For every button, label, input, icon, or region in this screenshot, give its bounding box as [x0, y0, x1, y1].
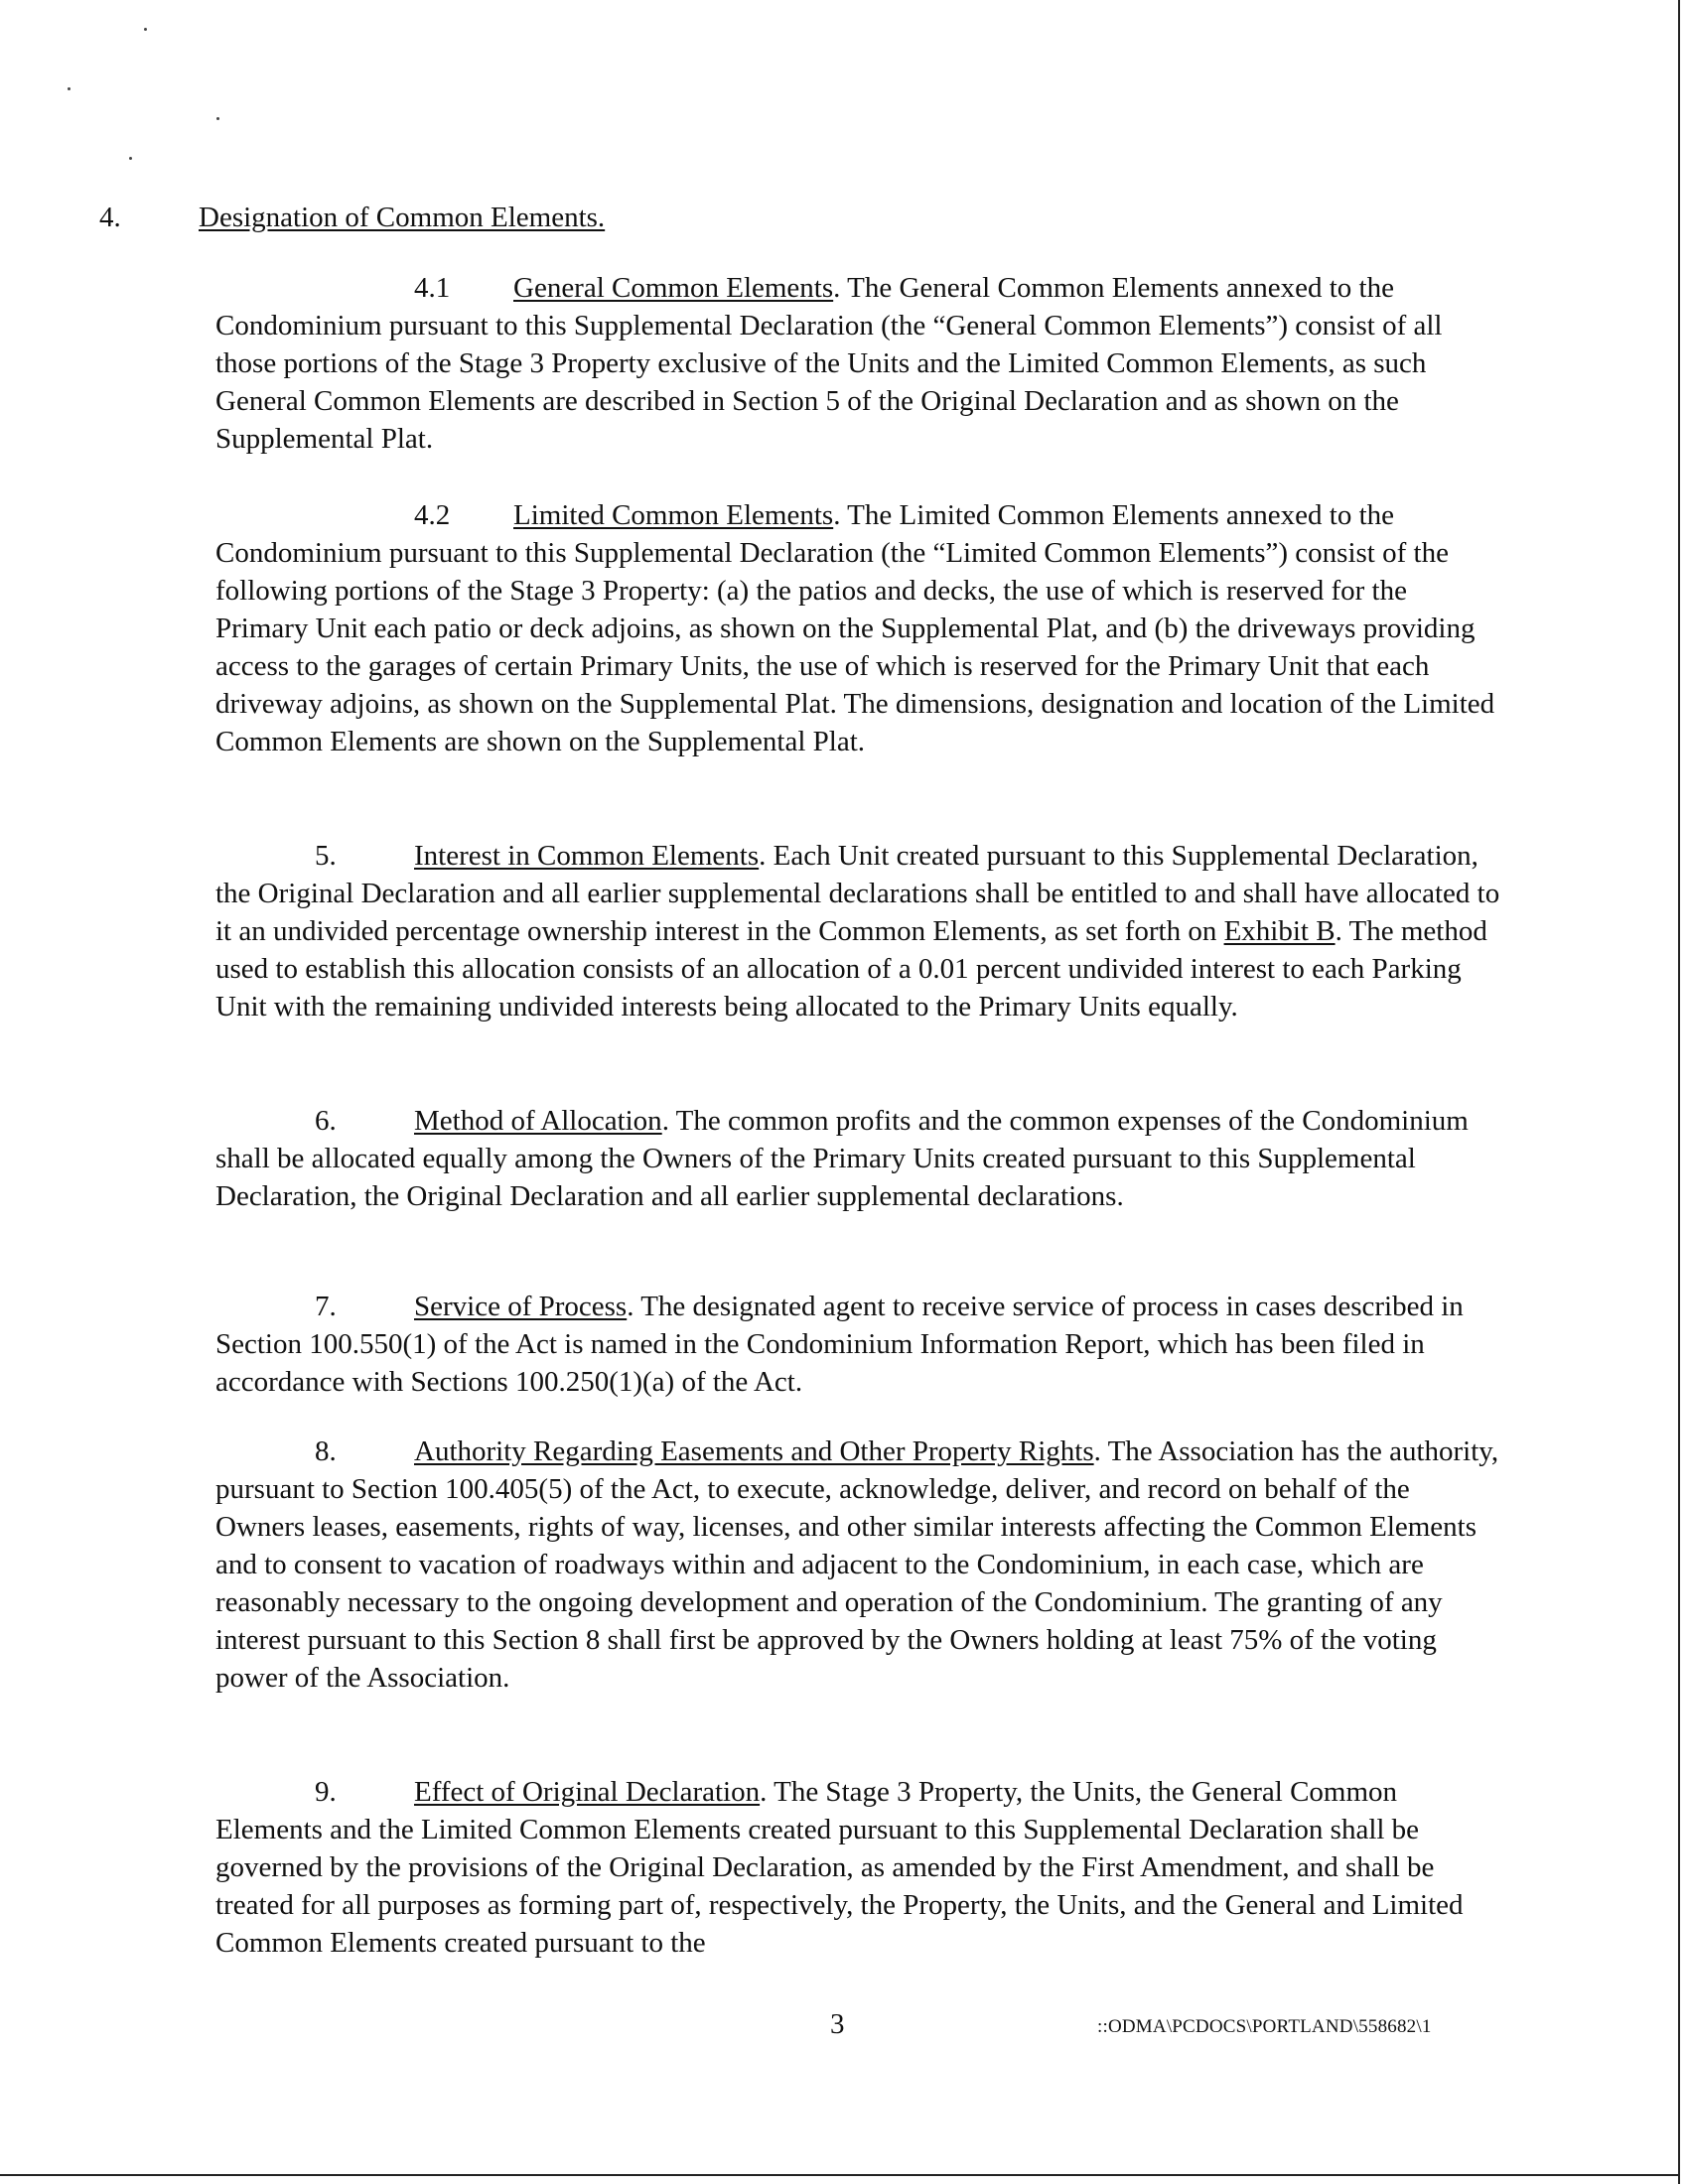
scan-speck — [216, 117, 219, 120]
section-5-paragraph — [215, 837, 1506, 1025]
section-title: Designation of Common Elements. — [199, 202, 606, 233]
section-7-paragraph — [215, 1288, 1506, 1401]
section-title: General Common Elements — [513, 272, 834, 304]
section-4-1-paragraph — [215, 269, 1506, 458]
section-body: . The Association has the authority, pursuant to Section 100.405(5) of the Act, to execute, acknowledge, deliver, and record on behalf of the Owners leases, easements, rights of way, licenses, and other similar interests affecting the Common Elements and to consent to vacation of roadways within and adjacent to the Condominium, in each case, which are reasonably necessary to the ongoing development and operation of the Condominium. The granting of any interest pursuant to this Section 8 shall first be approved by the Owners holding at least 75% of the voting power of the Association. — [215, 1435, 1499, 1694]
section-number: 6. — [315, 1105, 337, 1137]
section-8-paragraph — [215, 1433, 1506, 1697]
section-body: . The Limited Common Elements annexed to the Condominium pursuant to this Supplemental Declaration (the “Limited Common Elements”) consist of the following portions of the Stage 3 Property: (a) the patios and decks, the use of which is reserved for the Primary Unit each patio or deck adjoins, as shown on the Supplemental Plat, and (b) the driveways providing access to the garages of certain Primary Units, the use of which is reserved for the Primary Unit that each driveway adjoins, as shown on the Supplemental Plat. The dimensions, designation and location of the Limited Common Elements are shown on the Supplemental Plat. — [215, 499, 1495, 757]
section-4-2-paragraph — [215, 496, 1506, 760]
page-border-right — [1678, 0, 1680, 2184]
section-9-paragraph — [215, 1773, 1506, 1962]
section-number: 4. — [99, 202, 121, 233]
section-title: Limited Common Elements — [513, 499, 834, 531]
section-number: 8. — [315, 1435, 337, 1467]
section-body: . The Stage 3 Property, the Units, the General Common Elements and the Limited Common Elements created pursuant to this Supplemental Declaration shall be governed by the provisions of the Original Declaration, as amended by the First Amendment, and shall be treated for all purposes as forming part of, respectively, the Property, the Units, and the General and Limited Common Elements created pursuant to the — [215, 1776, 1464, 1959]
scan-speck — [68, 87, 70, 90]
section-number: 7. — [315, 1291, 337, 1322]
section-body: . The method used to establish this allocation consists of an allocation of a 0.01 percent undivided interest to each Parking Unit with the remaining undivided interests being allocated to the Primary Units equally. — [215, 915, 1487, 1023]
section-title: Interest in Common Elements — [414, 840, 760, 872]
page-border-bottom — [0, 2174, 1680, 2176]
section-number: 5. — [315, 840, 337, 872]
section-number: 9. — [315, 1776, 337, 1808]
section-title: Authority Regarding Easements and Other Property Rights — [414, 1435, 1094, 1467]
section-title: Method of Allocation — [414, 1105, 662, 1137]
document-id: ::ODMA\PCDOCS\PORTLAND\558682\1 — [1097, 2016, 1432, 2037]
exhibit-reference: Exhibit B — [1223, 915, 1336, 947]
page-number: 3 — [830, 2008, 845, 2040]
section-title: Service of Process — [414, 1291, 628, 1322]
section-6-paragraph — [215, 1102, 1506, 1215]
section-title: Effect of Original Declaration — [414, 1776, 761, 1808]
section-body: . The designated agent to receive service of process in cases described in Section 100.550(1) of the Act is named in the Condominium Information Report, which has been filed in accordance with Sections 100.250(1)(a) of the Act. — [215, 1291, 1464, 1398]
section-body: . The common profits and the common expenses of the Condominium shall be allocated equally among the Owners of the Primary Units created pursuant to this Supplemental Declaration, the Original Declaration and all earlier supplemental declarations. — [215, 1105, 1469, 1212]
section-number: 4.1 — [414, 272, 451, 304]
section-body: . Each Unit created pursuant to this Supplemental Declaration, the Original Declaration and all earlier supplemental declarations shall be entitled to and shall have allocated to it an undivided percentage ownership interest in the Common Elements, as set forth on — [215, 840, 1500, 947]
scan-speck — [144, 28, 147, 31]
section-number: 4.2 — [414, 499, 451, 531]
section-body: . The General Common Elements annexed to the Condominium pursuant to this Supplemental Declaration (the “General Common Elements”) consist of all those portions of the Stage 3 Property exclusive of the Units and the Limited Common Elements, as such General Common Elements are described in Section 5 of the Original Declaration and as shown on the Supplemental Plat. — [215, 272, 1443, 455]
scan-speck — [129, 157, 132, 160]
